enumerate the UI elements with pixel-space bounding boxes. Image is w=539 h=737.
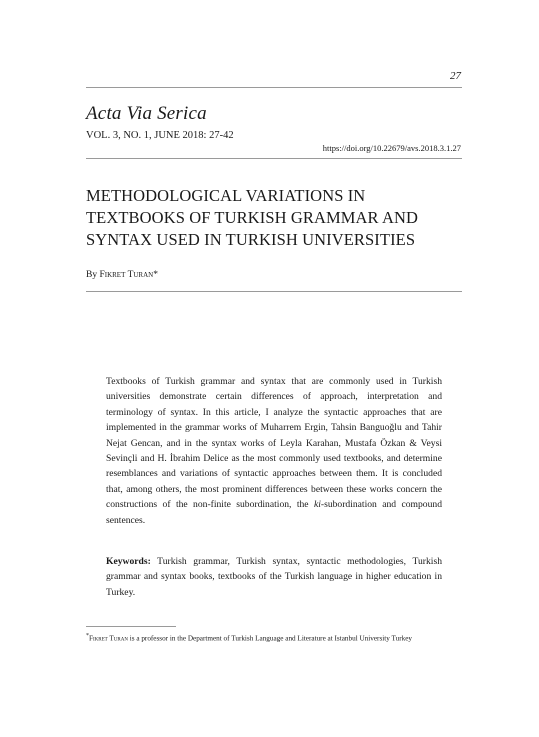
- byline: [86, 270, 158, 280]
- volume-issue-line: VOL. 3, NO. 1, JUNE 2018: 27-42: [86, 130, 234, 141]
- masthead-rule: [86, 158, 462, 159]
- footnote-author: Fikret Turan: [89, 634, 128, 643]
- page-number: 27: [450, 70, 461, 82]
- byline-rule: [86, 291, 462, 292]
- footnote-marker: *: [86, 633, 89, 639]
- keywords-label: Keywords:: [106, 556, 151, 567]
- footnote-text: is a professor in the Department of Turkish Language and Literature at Istanbul University Turkey: [127, 634, 413, 643]
- author-footnote-marker[interactable]: *: [153, 270, 158, 280]
- keywords-paragraph: [106, 554, 442, 600]
- title-line: METHODOLOGICAL VARIATIONS IN: [86, 186, 366, 205]
- abstract-text-end: -subordination and compound sentences.: [106, 499, 442, 526]
- abstract-italic-term: ki: [313, 499, 321, 511]
- author-name: Fikret Turan: [99, 270, 154, 280]
- abstract-paragraph: [106, 374, 442, 528]
- keywords-text: Turkish grammar, Turkish syntax, syntactic methodologies, Turkish grammar and syntax books, textbooks of the Turkish language in higher education in Turkey.: [106, 556, 442, 598]
- abstract-text: Textbooks of Turkish grammar and syntax that are commonly used in Turkish universities demonstrate certain differences of approach, interpretation and terminology of syntax. In this article, I analyze the syntactic approaches that are implemented in the grammar works of Muharrem Ergin, Tahsin Banguoğlu and Tahir Nejat Gencan, and in the syntax works of Leyla Karahan, Mustafa Özkan & Veysi Sevinçli and H. İbrahim Delice as the most commonly used textbooks, and determine resemblances and variations of syntactic approaches between them. It is concluded that, among others, the most prominent differences between these works concern the constructions of the non-finite subordination, the: [106, 376, 442, 511]
- header-rule: [86, 87, 462, 88]
- title-line: TEXTBOOKS OF TURKISH GRAMMAR AND: [86, 208, 419, 227]
- footnote-rule: [86, 626, 176, 627]
- footnote: [86, 630, 462, 644]
- byline-prefix: By: [86, 270, 98, 280]
- article-title: [86, 185, 466, 251]
- title-line: SYNTAX USED IN TURKISH UNIVERSITIES: [86, 230, 416, 249]
- doi-link[interactable]: https://doi.org/10.22679/avs.2018.3.1.27: [322, 143, 461, 153]
- journal-logo: Acta Via Serica: [86, 103, 207, 124]
